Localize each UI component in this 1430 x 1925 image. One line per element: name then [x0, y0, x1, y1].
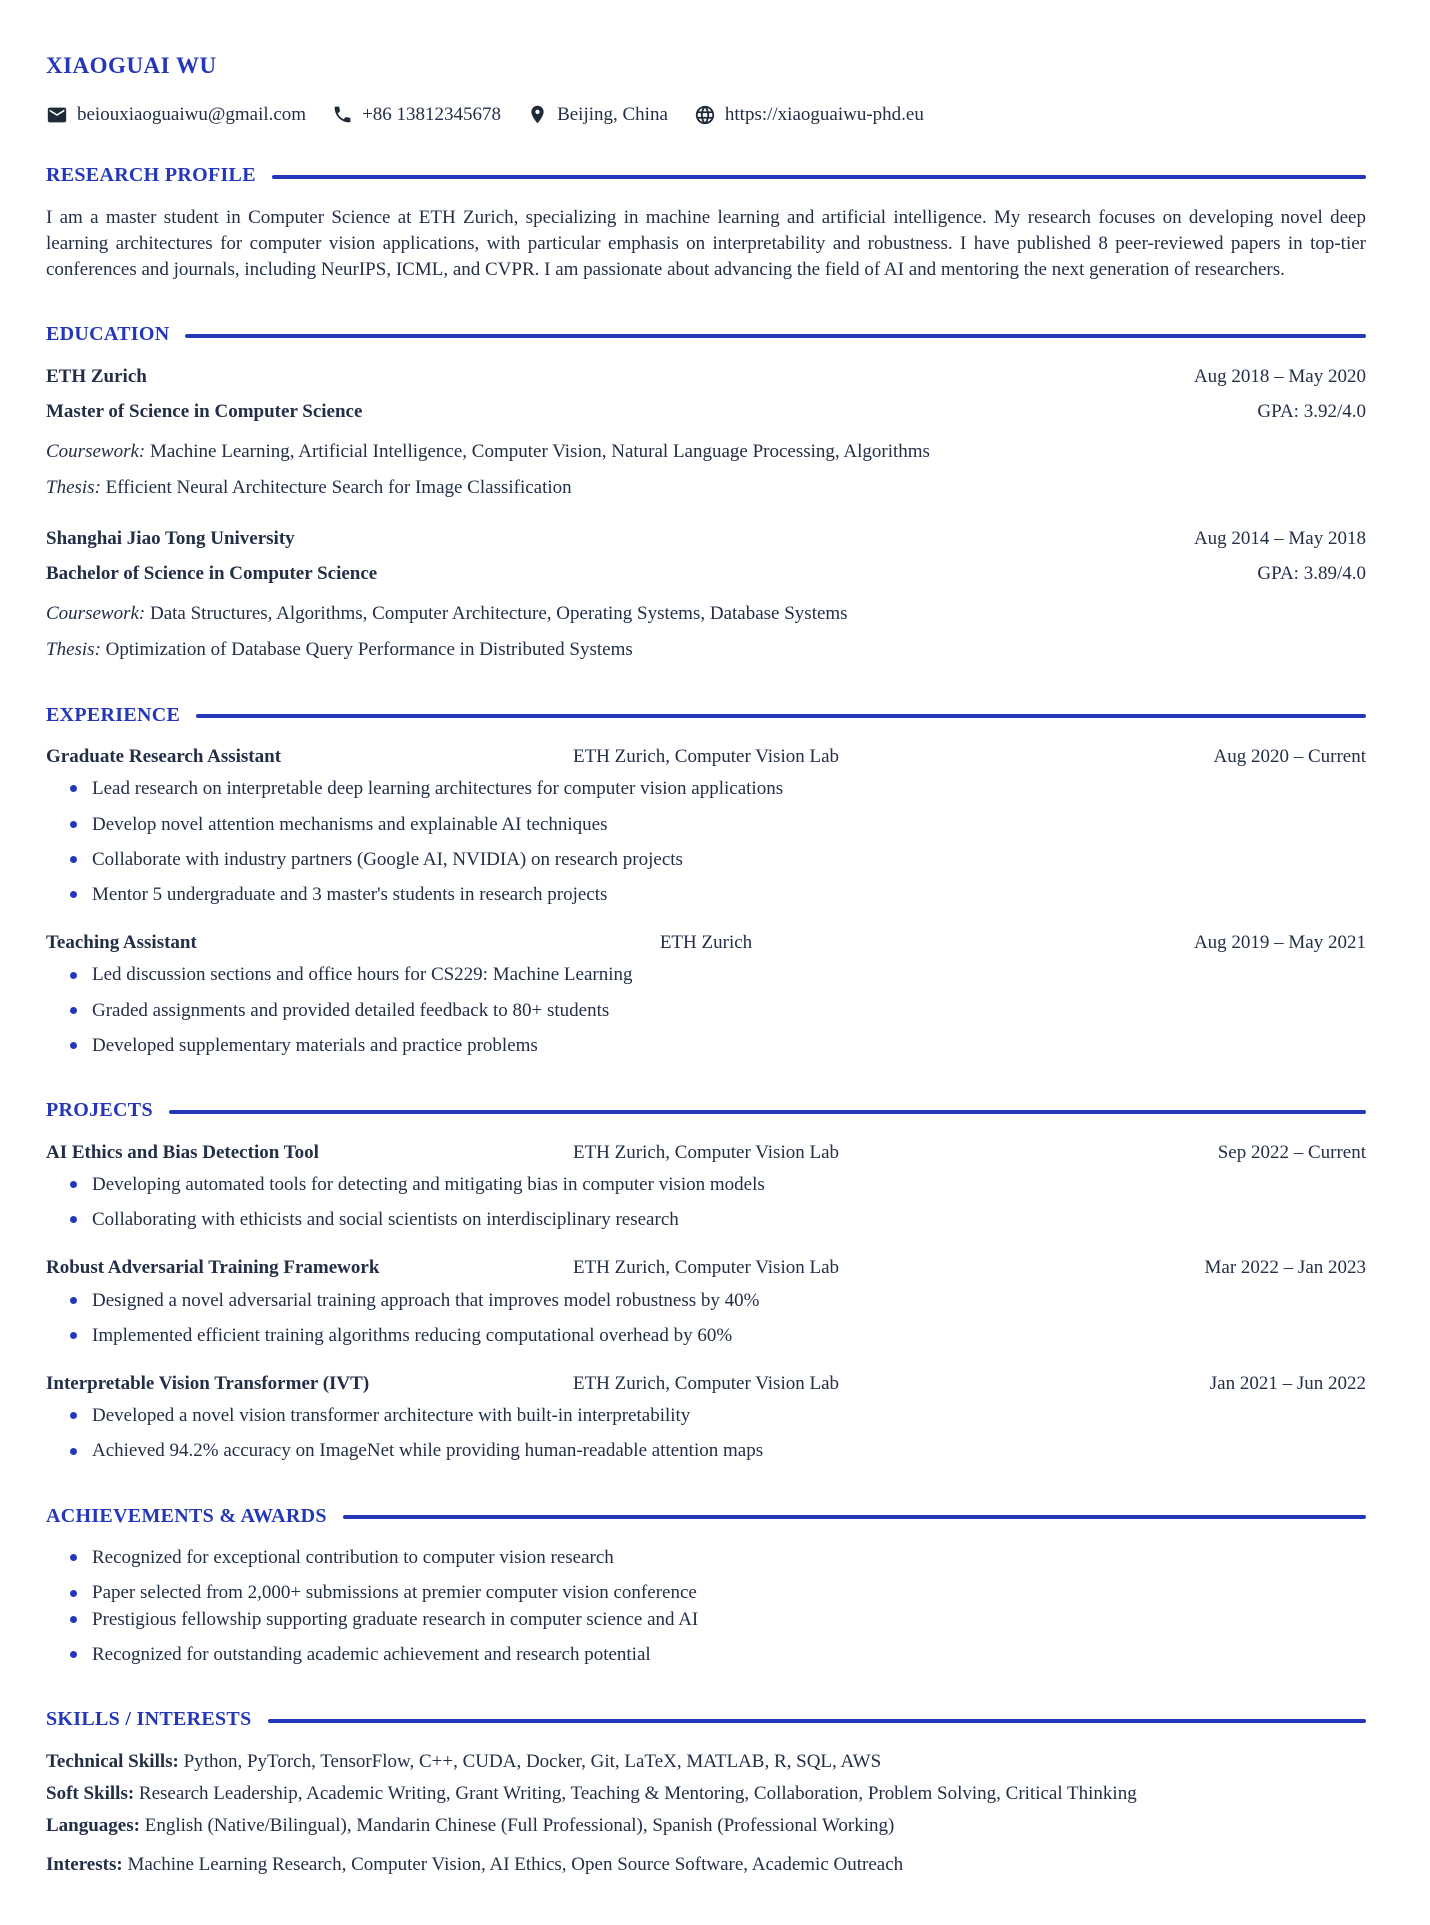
section-skills — [46, 1706, 1366, 1878]
project-title: Robust Adversarial Training Framework — [46, 1257, 380, 1279]
experience-entry — [46, 930, 1366, 1059]
role-title: Teaching Assistant — [46, 932, 197, 954]
bullet-item: Collaborate with industry partners (Google AI, NVIDIA) on research projects — [70, 847, 1366, 873]
bullet-item: Achieved 94.2% accuracy on ImageNet while providing human-readable attention maps — [70, 1438, 1366, 1464]
entry-dates: Aug 2019 – May 2021 — [1193, 932, 1366, 954]
bullet-item: Led discussion sections and office hours for CS229: Machine Learning — [70, 962, 1366, 988]
bullet-item: Prestigious fellowship supporting graduate research in computer science and AI — [70, 1607, 1366, 1633]
project-title: AI Ethics and Bias Detection Tool — [46, 1141, 319, 1163]
skills-label: Languages: — [46, 1815, 140, 1837]
coursework-line — [46, 601, 1366, 627]
bullet-item: Lead research on interpretable deep learning architectures for computer vision applications — [70, 776, 1366, 802]
section-title: EDUCATION — [46, 323, 170, 346]
gpa-value: GPA: 3.89/4.0 — [1257, 562, 1366, 584]
education-entry-row — [46, 364, 1366, 390]
skills-label: Soft Skills: — [46, 1782, 135, 1804]
skills-row-interests — [46, 1852, 1366, 1878]
bullet-item: Recognized for exceptional contribution to computer vision research — [70, 1545, 1366, 1571]
thesis-line — [46, 475, 1366, 501]
experience-entry — [46, 744, 1366, 908]
thesis-label: Thesis: — [46, 477, 101, 499]
project-entry — [46, 1140, 1366, 1234]
contact-location-text: Beijing, China — [557, 103, 668, 125]
education-entry — [46, 526, 1366, 664]
bullet-item: Mentor 5 undergraduate and 3 master's students in research projects — [70, 882, 1366, 908]
phone-icon — [332, 104, 353, 125]
project-entry-row — [46, 1140, 1366, 1166]
experience-entry-row — [46, 930, 1366, 956]
bullet-item: Graded assignments and provided detailed feedback to 80+ students — [70, 998, 1366, 1024]
entry-dates: Aug 2018 – May 2020 — [1193, 365, 1366, 387]
section-rule — [169, 1110, 1366, 1114]
bullet-list — [46, 776, 1366, 908]
section-research-profile — [46, 162, 1366, 283]
section-experience — [46, 702, 1366, 1060]
project-entry-row — [46, 1255, 1366, 1281]
thesis-label: Thesis: — [46, 639, 101, 661]
section-title: RESEARCH PROFILE — [46, 163, 256, 186]
education-entry-row — [46, 526, 1366, 552]
person-name: XIAOGUAI WU — [46, 53, 217, 78]
bullet-list — [46, 962, 1366, 1059]
contact-phone[interactable] — [332, 102, 501, 128]
section-header — [46, 1503, 1366, 1531]
project-entry — [46, 1371, 1366, 1465]
profile-paragraph: I am a master student in Computer Science at ETH Zurich, specializing in machine learning and artificial intelligence. My research focuses on developing novel deep learning architectures for computer vision applications, with particular emphasis on interpretability and robustness. I have published 8 peer-reviewed papers in top-tier conferences and journals, including NeurIPS, ICML, and CVPR. I am passionate about advancing the field of AI and mentoring the next generation of researchers. — [46, 206, 1366, 280]
section-header — [46, 1706, 1366, 1734]
thesis-text: Efficient Neural Architecture Search for Image Classification — [105, 477, 572, 499]
globe-icon — [694, 104, 716, 126]
bullet-item: Implemented efficient training algorithms reducing computational overhead by 60% — [70, 1323, 1366, 1349]
organization-name: ETH Zurich, Computer Vision Lab — [572, 1141, 840, 1163]
location-icon — [527, 104, 548, 125]
award-group — [46, 1545, 1366, 1606]
contact-email[interactable] — [46, 102, 306, 128]
skills-row-soft — [46, 1781, 1366, 1807]
skills-label: Technical Skills: — [46, 1750, 179, 1772]
section-rule — [196, 714, 1366, 718]
section-achievements — [46, 1503, 1366, 1668]
bullet-item: Developed a novel vision transformer architecture with built-in interpretability — [70, 1403, 1366, 1429]
education-entry-row — [46, 399, 1366, 425]
entry-dates: Aug 2020 – Current — [1213, 746, 1366, 768]
thesis-text: Optimization of Database Query Performance in Distributed Systems — [105, 639, 633, 661]
section-title: PROJECTS — [46, 1099, 153, 1122]
skills-text: Python, PyTorch, TensorFlow, C++, CUDA, Docker, Git, LaTeX, MATLAB, R, SQL, AWS — [183, 1750, 882, 1772]
skills-text: English (Native/Bilingual), Mandarin Chinese (Full Professional), Spanish (Professional Working) — [144, 1815, 895, 1837]
organization-name: ETH Zurich — [659, 932, 753, 954]
skills-row-technical — [46, 1749, 1366, 1775]
section-rule — [185, 334, 1366, 338]
contact-website-text: https://xiaoguaiwu-phd.eu — [724, 103, 924, 125]
contact-phone-text: +86 13812345678 — [362, 103, 502, 125]
bullet-item: Developed supplementary materials and practice problems — [70, 1033, 1366, 1059]
contact-row — [46, 102, 1366, 128]
skills-label: Interests: — [46, 1854, 123, 1876]
award-group — [46, 1607, 1366, 1668]
section-rule — [268, 1719, 1367, 1723]
coursework-text: Data Structures, Algorithms, Computer Architecture, Operating Systems, Database Systems — [149, 603, 848, 625]
contact-email-text: beiouxiaoguaiwu@gmail.com — [77, 103, 307, 125]
bullet-item: Collaborating with ethicists and social scientists on interdisciplinary research — [70, 1207, 1366, 1233]
section-header — [46, 162, 1366, 190]
bullet-item: Designed a novel adversarial training approach that improves model robustness by 40% — [70, 1288, 1366, 1314]
section-projects — [46, 1097, 1366, 1465]
bullet-item: Recognized for outstanding academic achievement and research potential — [70, 1642, 1366, 1668]
bullet-item: Develop novel attention mechanisms and explainable AI techniques — [70, 812, 1366, 838]
coursework-text: Machine Learning, Artificial Intelligence, Computer Vision, Natural Language Processing, Algorithms — [149, 441, 930, 463]
section-title: SKILLS / INTERESTS — [46, 1708, 252, 1731]
organization-name: ETH Zurich, Computer Vision Lab — [572, 1257, 840, 1279]
entry-dates: Mar 2022 – Jan 2023 — [1204, 1257, 1366, 1279]
coursework-line — [46, 439, 1366, 465]
entry-dates: Jan 2021 – Jun 2022 — [1209, 1373, 1366, 1395]
section-title: EXPERIENCE — [46, 703, 181, 726]
section-rule — [272, 175, 1366, 179]
skills-row-languages — [46, 1813, 1366, 1839]
section-header — [46, 702, 1366, 730]
coursework-label: Coursework: — [46, 603, 146, 625]
entry-dates: Sep 2022 – Current — [1217, 1141, 1366, 1163]
gpa-value: GPA: 3.92/4.0 — [1257, 401, 1366, 423]
project-entry — [46, 1255, 1366, 1349]
bullet-item: Paper selected from 2,000+ submissions at premier computer vision conference — [70, 1580, 1366, 1606]
section-header — [46, 321, 1366, 349]
contact-location — [527, 102, 668, 128]
bullet-item: Developing automated tools for detecting and mitigating bias in computer vision models — [70, 1172, 1366, 1198]
section-title: ACHIEVEMENTS & AWARDS — [46, 1504, 327, 1527]
institution-name: ETH Zurich — [46, 365, 147, 387]
coursework-label: Coursework: — [46, 441, 146, 463]
skills-text: Machine Learning Research, Computer Vision, AI Ethics, Open Source Software, Academic Outreach — [127, 1854, 904, 1876]
education-entry-row — [46, 561, 1366, 587]
project-entry-row — [46, 1371, 1366, 1397]
experience-entry-row — [46, 744, 1366, 770]
project-title: Interpretable Vision Transformer (IVT) — [46, 1373, 370, 1395]
bullet-list — [46, 1403, 1366, 1464]
organization-name: ETH Zurich, Computer Vision Lab — [572, 746, 840, 768]
email-icon — [46, 104, 68, 126]
degree-name: Master of Science in Computer Science — [46, 401, 363, 423]
section-education — [46, 321, 1366, 663]
thesis-line — [46, 637, 1366, 663]
entry-dates: Aug 2014 – May 2018 — [1193, 527, 1366, 549]
bullet-list — [46, 1172, 1366, 1233]
degree-name: Bachelor of Science in Computer Science — [46, 562, 378, 584]
bullet-list — [46, 1288, 1366, 1349]
education-entry — [46, 364, 1366, 502]
section-header — [46, 1097, 1366, 1125]
institution-name: Shanghai Jiao Tong University — [46, 527, 295, 549]
skills-text: Research Leadership, Academic Writing, Grant Writing, Teaching & Mentoring, Collaboration, Problem Solving, Critical Thinking — [138, 1782, 1137, 1804]
section-rule — [343, 1515, 1366, 1519]
role-title: Graduate Research Assistant — [46, 746, 282, 768]
organization-name: ETH Zurich, Computer Vision Lab — [572, 1373, 840, 1395]
contact-website[interactable] — [694, 102, 924, 128]
